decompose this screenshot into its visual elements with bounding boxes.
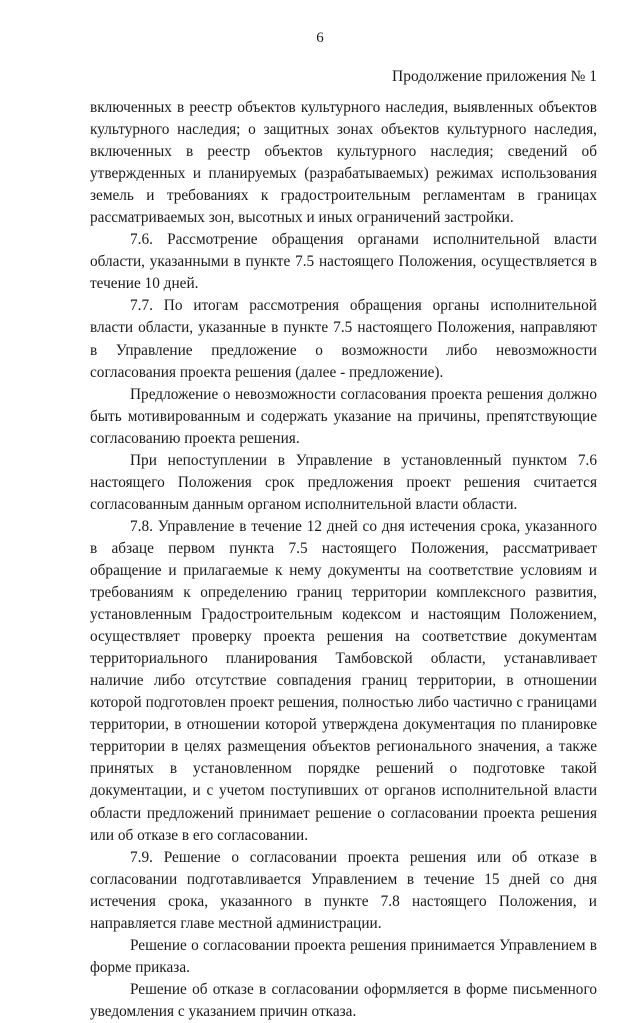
paragraph-refusal-justification: Предложение о невозможности согласования проекта решения должно быть мотивированным и содержать указание на причины, препятствующие согласованию проекта решения. bbox=[90, 385, 597, 447]
paragraph-7-7: 7.7. По итогам рассмотрения обращения органы исполнительной власти области, указанные в пункте 7.5 настоящего Положения, направляют в Управление предложение о возможности либо невозможности согласования проекта решения (далее - предложение). bbox=[90, 297, 597, 381]
paragraph-tacit-approval: При непоступлении в Управление в установленный пунктом 7.6 настоящего Положения срок предложения проект решения считается согласованным данным органом исполнительной власти области. bbox=[90, 451, 597, 513]
paragraph-continued: включенных в реестр объектов культурного наследия, выявленных объектов культурного наследия; о защитных зонах объектов культурного наследия, включенных в реестр объектов культурного наследия; сведений об утвержденных и планируемых (разрабатываемых) режимах использования земель и требованиях к градостроительным регламентам в границах рассматриваемых зон, высотных и иных ограничений застройки. bbox=[90, 99, 597, 227]
paragraph-7-9: 7.9. Решение о согласовании проекта решения или об отказе в согласовании подготавливается Управлением в течение 15 дней со дня истечения срока, указанного в пункте 7.8 настоящего Положения, и направляется главе местной администрации. bbox=[90, 848, 597, 932]
page-number: 6 bbox=[316, 30, 324, 46]
paragraph-7-8: 7.8. Управление в течение 12 дней со дня истечения срока, указанного в абзаце первом пункта 7.5 настоящего Положения, рассматривает обращение и прилагаемые к нему документы на соответствие условиям и требованиям к определению границ территории комплексного развития, установленным Градостроительным кодексом и настоящим Положением, осуществляет проверку проекта решения на соответствие документам территориального планирования Тамбовской области, устанавливает наличие либо отсутствие совпадения границ территории, в отношении которой подготовлен проект решения, полностью либо частично с границами территории, в отношении которой утверждена документация по планировке территории в целях размещения объектов регионального значения, а также принятых в установленном порядке решений о подготовке такой документации, и с учетом поступивших от органов исполнительной власти области предложений принимает решение о согласовании проекта решения или об отказе в его согласовании. bbox=[90, 517, 597, 844]
paragraph-approval-form: Решение о согласовании проекта решения принимается Управлением в форме приказа. bbox=[90, 936, 597, 976]
appendix-continuation-label: Продолжение приложения № 1 bbox=[392, 68, 597, 85]
document-body bbox=[90, 97, 597, 1023]
paragraph-refusal-form: Решение об отказе в согласовании оформляется в форме письменного уведомления с указанием причин отказа. bbox=[90, 980, 597, 1020]
paragraph-7-6: 7.6. Рассмотрение обращения органами исполнительной власти области, указанными в пункте 7.5 настоящего Положения, осуществляется в течение 10 дней. bbox=[90, 231, 597, 293]
